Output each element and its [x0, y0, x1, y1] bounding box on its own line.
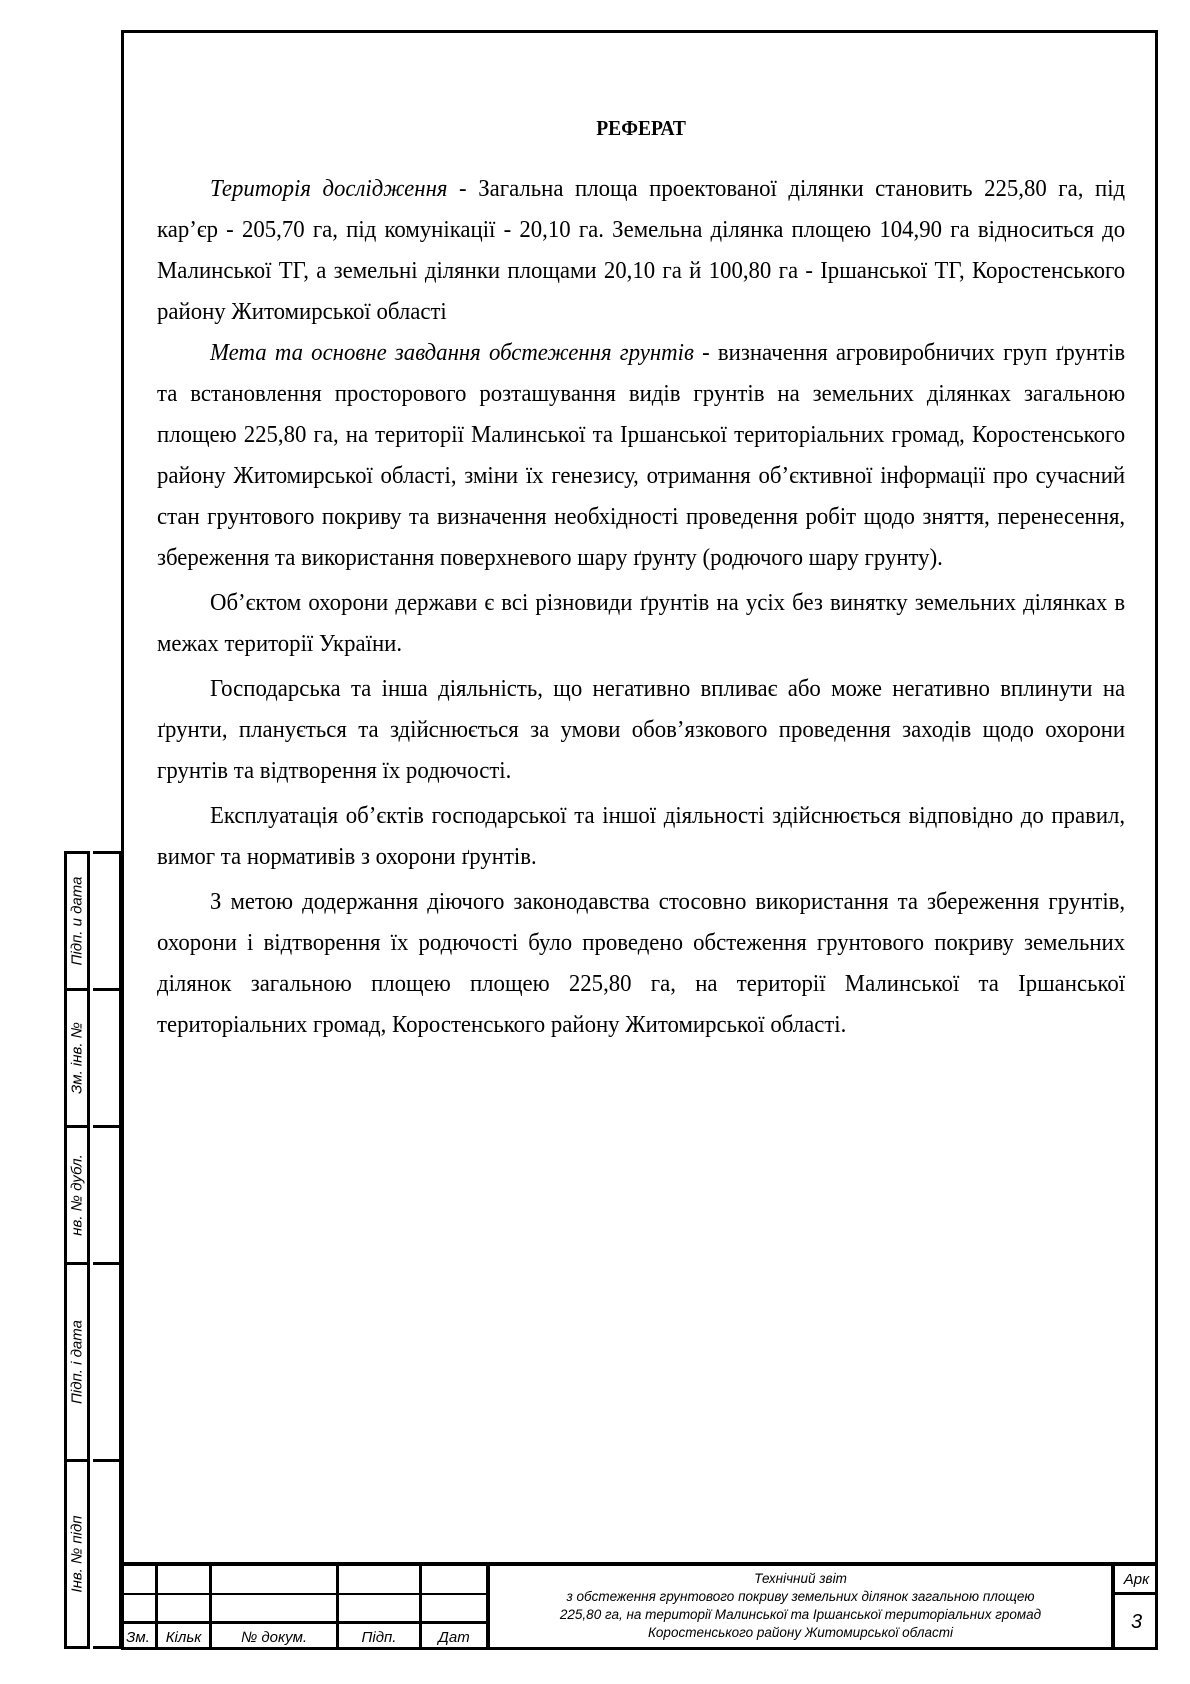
col-doc-number [212, 1566, 339, 1650]
side-label: Підп. і дата [68, 1320, 86, 1404]
side-cell-value [93, 1125, 122, 1265]
header-change: Зм. [126, 1628, 150, 1646]
document-title: РЕФЕРАТ [596, 116, 686, 140]
description-line: Технічний звіт [754, 1571, 847, 1586]
side-cell-value [93, 988, 122, 1128]
side-cell-value [93, 851, 122, 991]
description-line: 225,80 га, на території Малинської та Іршанської територіальних громад [559, 1607, 1042, 1622]
description-line: з обстеження грунтового покриву земельних ділянок загальною площею [566, 1589, 1035, 1604]
paragraph-lead: Мета та основне завдання обстеження грунтів [210, 339, 694, 366]
side-cell-signature-date-2 [64, 1262, 90, 1462]
side-cell-replaced-inv [64, 988, 90, 1128]
paragraph-text: Об’єктом охорони держави є всі різновиди ґрунтів на усіх без винятку земельних ділянках в межах території України. [157, 589, 1126, 657]
header-date: Дат [438, 1628, 470, 1646]
paragraph-purpose [157, 332, 1125, 578]
col-quantity [158, 1566, 212, 1650]
paragraph-text: Експлуатація об’єктів господарської та іншої діяльності здійснюється відповідно до правил, вимог та нормативів з охорони ґрунтів. [157, 802, 1126, 870]
header-signature: Підп. [361, 1628, 397, 1646]
paragraph-economic-activity [157, 668, 1125, 791]
col-date [422, 1566, 490, 1650]
col-signature [339, 1566, 422, 1650]
title-block [121, 1562, 1158, 1650]
paragraph-protection-object [157, 582, 1125, 664]
side-cell-value [93, 1262, 122, 1462]
paragraph-text: З метою додержання діючого законодавства стосовно використання та збереження грунтів, охорони і відтворення їх родючості було проведено обстеження грунтового покриву земельних ділянок загальною площею площею 225,80 га, на території Малинської та Іршанської територіальних громад, Коростенського району Житомирської області. [157, 888, 1126, 1038]
paragraph-text: - визначення агровиробничих груп ґрунтів та встановлення просторового розташування видів грунтів на земельних ділянках загальною площею 225,80 га, на території Малинської та Іршанської територіальних громад, Коростенського району Житомирської області, зміни їх генезису, отримання об’єктивної інформації про сучасний стан грунтового покриву та визначення необхідності проведення робіт щодо зняття, перенесення, збереження та використання поверхневого шару ґрунту (родючого шару грунту). [157, 339, 1126, 571]
col-change [121, 1566, 158, 1650]
document-description [490, 1566, 1115, 1650]
side-stamp-strip [64, 851, 121, 1647]
paragraph-text: - Загальна площа проектованої ділянки становить 225,80 га, під кар’єр - 205,70 га, під комунікації - 20,10 га. Земельна ділянка площею 104,90 га відноситься до Малинської ТГ, а земельні ділянки площами 20,10 га й 100,80 га - Іршанської ТГ, Коростенського району Житомирської області [157, 175, 1126, 325]
side-cell-value [93, 1459, 122, 1649]
row-divider [121, 1593, 490, 1595]
header-doc-number: № докум. [240, 1628, 308, 1646]
row-divider [121, 1621, 490, 1624]
revision-table [121, 1566, 490, 1650]
document-body [157, 108, 1125, 1045]
paragraph-study-area [157, 168, 1125, 332]
sheet-label: Арк [1115, 1566, 1158, 1595]
side-cell-original-inv [64, 1459, 90, 1649]
description-line: Коростенського району Житомирської області [647, 1625, 954, 1640]
sheet-number: 3 [1130, 1611, 1143, 1633]
header-quantity: Кільк [165, 1628, 202, 1646]
side-label: Підп. и дата [68, 876, 86, 966]
side-cell-signature-date [64, 851, 90, 991]
side-label: Зм. інв. № [68, 1022, 86, 1094]
side-label: Інв. № підп [68, 1515, 86, 1593]
paragraph-exploitation [157, 795, 1125, 877]
sheet-box [1115, 1566, 1158, 1650]
paragraph-conclusion [157, 881, 1125, 1045]
side-cell-dup-inv [64, 1125, 90, 1265]
paragraph-lead: Територія дослідження [210, 175, 448, 202]
paragraph-text: Господарська та інша діяльність, що негативно впливає або може негативно вплинути на ґрунти, планується та здійснюється за умови обов’язкового проведення заходів щодо охорони грунтів та відтворення їх родючості. [157, 675, 1126, 784]
side-label: нв. № дубл. [68, 1154, 86, 1236]
